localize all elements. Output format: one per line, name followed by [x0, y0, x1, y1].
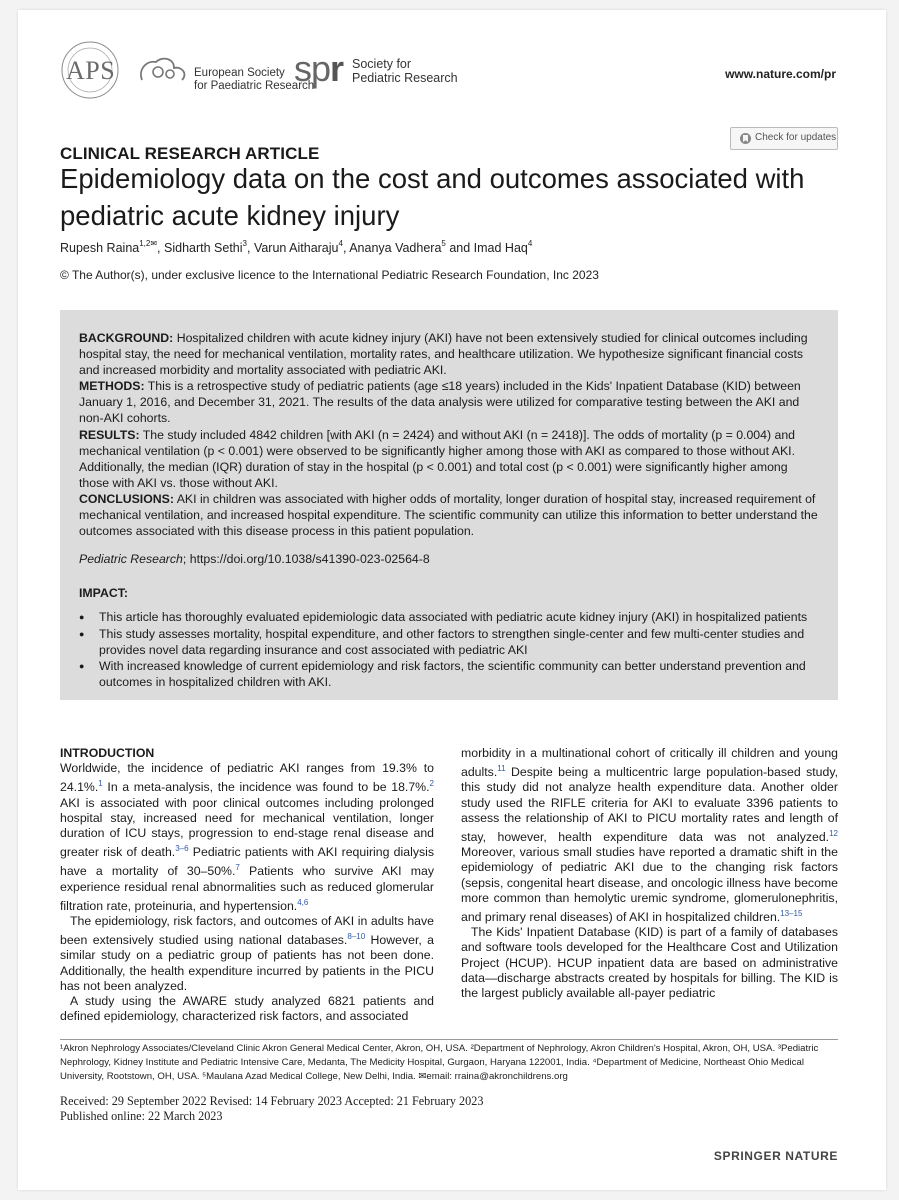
- spr-mark-r: r: [330, 48, 344, 89]
- author-affil[interactable]: 4: [338, 239, 343, 248]
- body-paragraph: Worldwide, the incidence of pediatric AKI ranges from 19.3% to 24.1%.$^1$ In a meta-analysis, the incidence was found to be 18.7%.$^2$ AKI is associated with poor clinical outcomes including prolonged hospital stay, increased need for mechanical ventilation, longer duration of ICU stays, progression to end-stage renal disease and greater risk of death.$^{3-6}$ Pediatric patients with AKI requiring dialysis have a mortality of 30–50%.$^7$ Patients who survive AKI may experience residual renal abnormalities such as reduced glomerular filtration rate, proteinuria, and hypertension.$^{4,6}$: [60, 761, 434, 913]
- aps-logo-text: APS: [66, 56, 116, 85]
- reference-link[interactable]: 1: [98, 779, 103, 789]
- author-name[interactable]: Imad Haq: [473, 241, 528, 255]
- publication-dates: [60, 1094, 838, 1124]
- journal-url[interactable]: www.nature.com/pr: [725, 67, 836, 81]
- reference-link[interactable]: 3–6: [175, 844, 189, 854]
- spr-logo-mark: [294, 48, 343, 90]
- paper-page: [18, 10, 886, 1190]
- copyright-line: © The Author(s), under exclusive licence to the International Pediatric Research Foundation, Inc 2023: [60, 268, 599, 282]
- author-affil[interactable]: 5: [441, 239, 446, 248]
- espr-line-2: for Paediatric Research: [194, 80, 315, 92]
- affiliations: ¹Akron Nephrology Associates/Cleveland Clinic Akron General Medical Center, Akron, OH, USA. ²Department of Nephrology, Akron Children's Hospital, Akron, OH, USA. ³Pediatric Nephrology, Kidney Institute and Pediatric Intensive Care, Medanta, The Medicity Hospital, Gurgaon, Haryana 122001, India. ⁴Department of Medicine, Northeast Ohio Medical University, Rootstown, OH, USA. ⁵Maulana Azad Medical College, New Delhi, India. ✉email: rraina@akronchildrens.org: [60, 1043, 819, 1083]
- spr-line-1: Society for: [352, 57, 412, 71]
- spr-mark-sp: sp: [294, 48, 331, 89]
- springer-nature-logo: SPRINGER NATURE: [713, 1149, 838, 1163]
- abstract-methods: METHODS: This is a retrospective study of pediatric patients (age ≤18 years) included in the Kids' Inpatient Database (KID) between January 1, 2016, and December 31, 2021. The results of the data analysis were utilized for comparative testing between the AKI and non-AKI cohorts.: [79, 379, 801, 426]
- abstract-conclusions: CONCLUSIONS: AKI in children was associated with higher odds of mortality, longer duration of hospital stay, increased requirement of mechanical ventilation, and increased hospital expenditure. The scientific community can utilize this information to better understand the outcomes associated with this disease process in this patient population.: [79, 491, 818, 539]
- reference-link[interactable]: 11: [497, 764, 506, 774]
- impact-heading: IMPACT:: [79, 586, 128, 601]
- dates-received-revised-accepted: Received: 29 September 2022 Revised: 14 February 2023 Accepted: 21 February 2023: [60, 1094, 484, 1108]
- impact-item: ● This article has thoroughly evaluated epidemiologic data associated with pediatric acute kidney injury (AKI) in hospitalized patients: [79, 609, 819, 625]
- impact-list: [79, 609, 819, 689]
- abstract-results: RESULTS: The study included 4842 children [with AKI (n = 2424) and without AKI (n = 2418)]. The odds of mortality (p = 0.004) and mechanical ventilation (p < 0.001) were observed to be significantly higher among those with AKI as compared to those without AKI. Additionally, the median (IQR) duration of stay in the hospital (p < 0.001) and total cost (p < 0.001) were significantly higher among those with AKI vs. those without AKI.: [79, 427, 796, 490]
- abstract-box: [60, 310, 838, 700]
- article-type: CLINICAL RESEARCH ARTICLE: [60, 144, 320, 163]
- reference-link[interactable]: 13–15: [780, 909, 803, 919]
- espr-line-1: European Society: [194, 67, 285, 79]
- doi-link[interactable]: ; https://doi.org/10.1038/s41390-023-02564-8: [182, 552, 430, 567]
- bookmark-refresh-icon: [739, 132, 752, 145]
- impact-item: ● This study assesses mortality, hospital expenditure, and other factors to strengthen single-center and few multi-center studies and provides novel data regarding insurance and cost associated with pediatric AKI: [79, 626, 819, 658]
- author-name[interactable]: Sidharth Sethi: [164, 241, 243, 255]
- impact-item: ● With increased knowledge of current epidemiology and risk factors, the scientific community can better understand prevention and outcomes in hospitalized children with AKI.: [79, 658, 819, 690]
- introduction-heading: INTRODUCTION: [60, 746, 155, 760]
- body-paragraph: A study using the AWARE study analyzed 6821 patients and defined epidemiology, characterized risk factors, and associated: [60, 994, 434, 1024]
- author-affil[interactable]: 4: [527, 239, 533, 248]
- reference-link[interactable]: 8–10: [347, 932, 366, 942]
- author-affil[interactable]: 1,2✉: [139, 239, 158, 248]
- author-name[interactable]: Varun Aitharaju: [253, 241, 339, 255]
- body-paragraph: The epidemiology, risk factors, and outcomes of AKI in adults have been extensively studied using national databases.$^{8-10}$ However, a similar study on a pediatric group of patients has not been done. Additionally, the health expenditure incurred by patients in the PICU has not been analyzed.: [60, 914, 435, 993]
- check-for-updates-button[interactable]: [730, 127, 838, 150]
- date-published: Published online: 22 March 2023: [60, 1109, 223, 1123]
- body-column-right: [461, 746, 838, 1001]
- reference-link[interactable]: 7: [235, 863, 240, 873]
- author-name[interactable]: Rupesh Raina: [60, 241, 140, 255]
- author-name[interactable]: Ananya Vadhera: [349, 241, 442, 255]
- abstract-background: BACKGROUND: Hospitalized children with acute kidney injury (AKI) have not been extensively studied for clinical outcomes including hospital stay, the need for mechanical ventilation, mortality rates, and healthcare utilization. We hypothesize significant financial costs and increased morbidity and mortality associated with pediatric AKI.: [79, 331, 808, 378]
- body-column-left: [60, 746, 434, 1024]
- citation-line: Pediatric Research; https://doi.org/10.1038/s41390-023-02564-8: [79, 552, 430, 567]
- article-title: Epidemiology data on the cost and outcomes associated with pediatric acute kidney injury: [60, 163, 805, 231]
- espr-logo-icon: [136, 52, 192, 88]
- check-for-updates-label: Check for updates: [755, 132, 837, 143]
- reference-link[interactable]: 4,6: [297, 897, 309, 907]
- reference-link[interactable]: 2: [429, 779, 434, 789]
- body-paragraph: morbidity in a multinational cohort of critically ill children and young adults.$^{11}$ Despite being a multicentric large population-based study, this study did not analyze health expenditure data. Another older study used the RIFLE criteria for AKI to evaluate 3396 patients to assess the relationship of AKI to PICU mortality rates and length of stay, however, health expenditure data was not analyzed.$^{12}$ Moreover, various small studies have reported a dramatic shift in the epidemiology of pediatric AKI due to the changing risk factors (sepsis, congenital heart disease, and oncologic illness have become more common than hemolytic uremic syndrome, glomerulonephritis, and primary renal diseases) of AKI in hospitalized children.$^{13-15}$: [461, 746, 838, 925]
- author-affil[interactable]: 3: [242, 239, 247, 248]
- author-list: Rupesh Raina$^{1,2✉}$, Sidharth Sethi$^3$, Varun Aitharaju$^4$, Ananya Vadhera$^5$ and Imad Haq$^4$: [60, 239, 533, 255]
- body-paragraph: The Kids' Inpatient Database (KID) is part of a family of databases and software tools developed for the Healthcare Cost and Utilization Project (HCUP). HCUP inpatient data are based on administrative data—discharge abstracts created by hospitals for billing. The KID is the largest publicly available all-payer pediatric: [461, 925, 838, 1001]
- spr-logo-text: [352, 57, 458, 85]
- reference-link[interactable]: 12: [829, 829, 838, 839]
- spr-line-2: Pediatric Research: [352, 71, 458, 85]
- footnote-divider: [60, 1039, 838, 1040]
